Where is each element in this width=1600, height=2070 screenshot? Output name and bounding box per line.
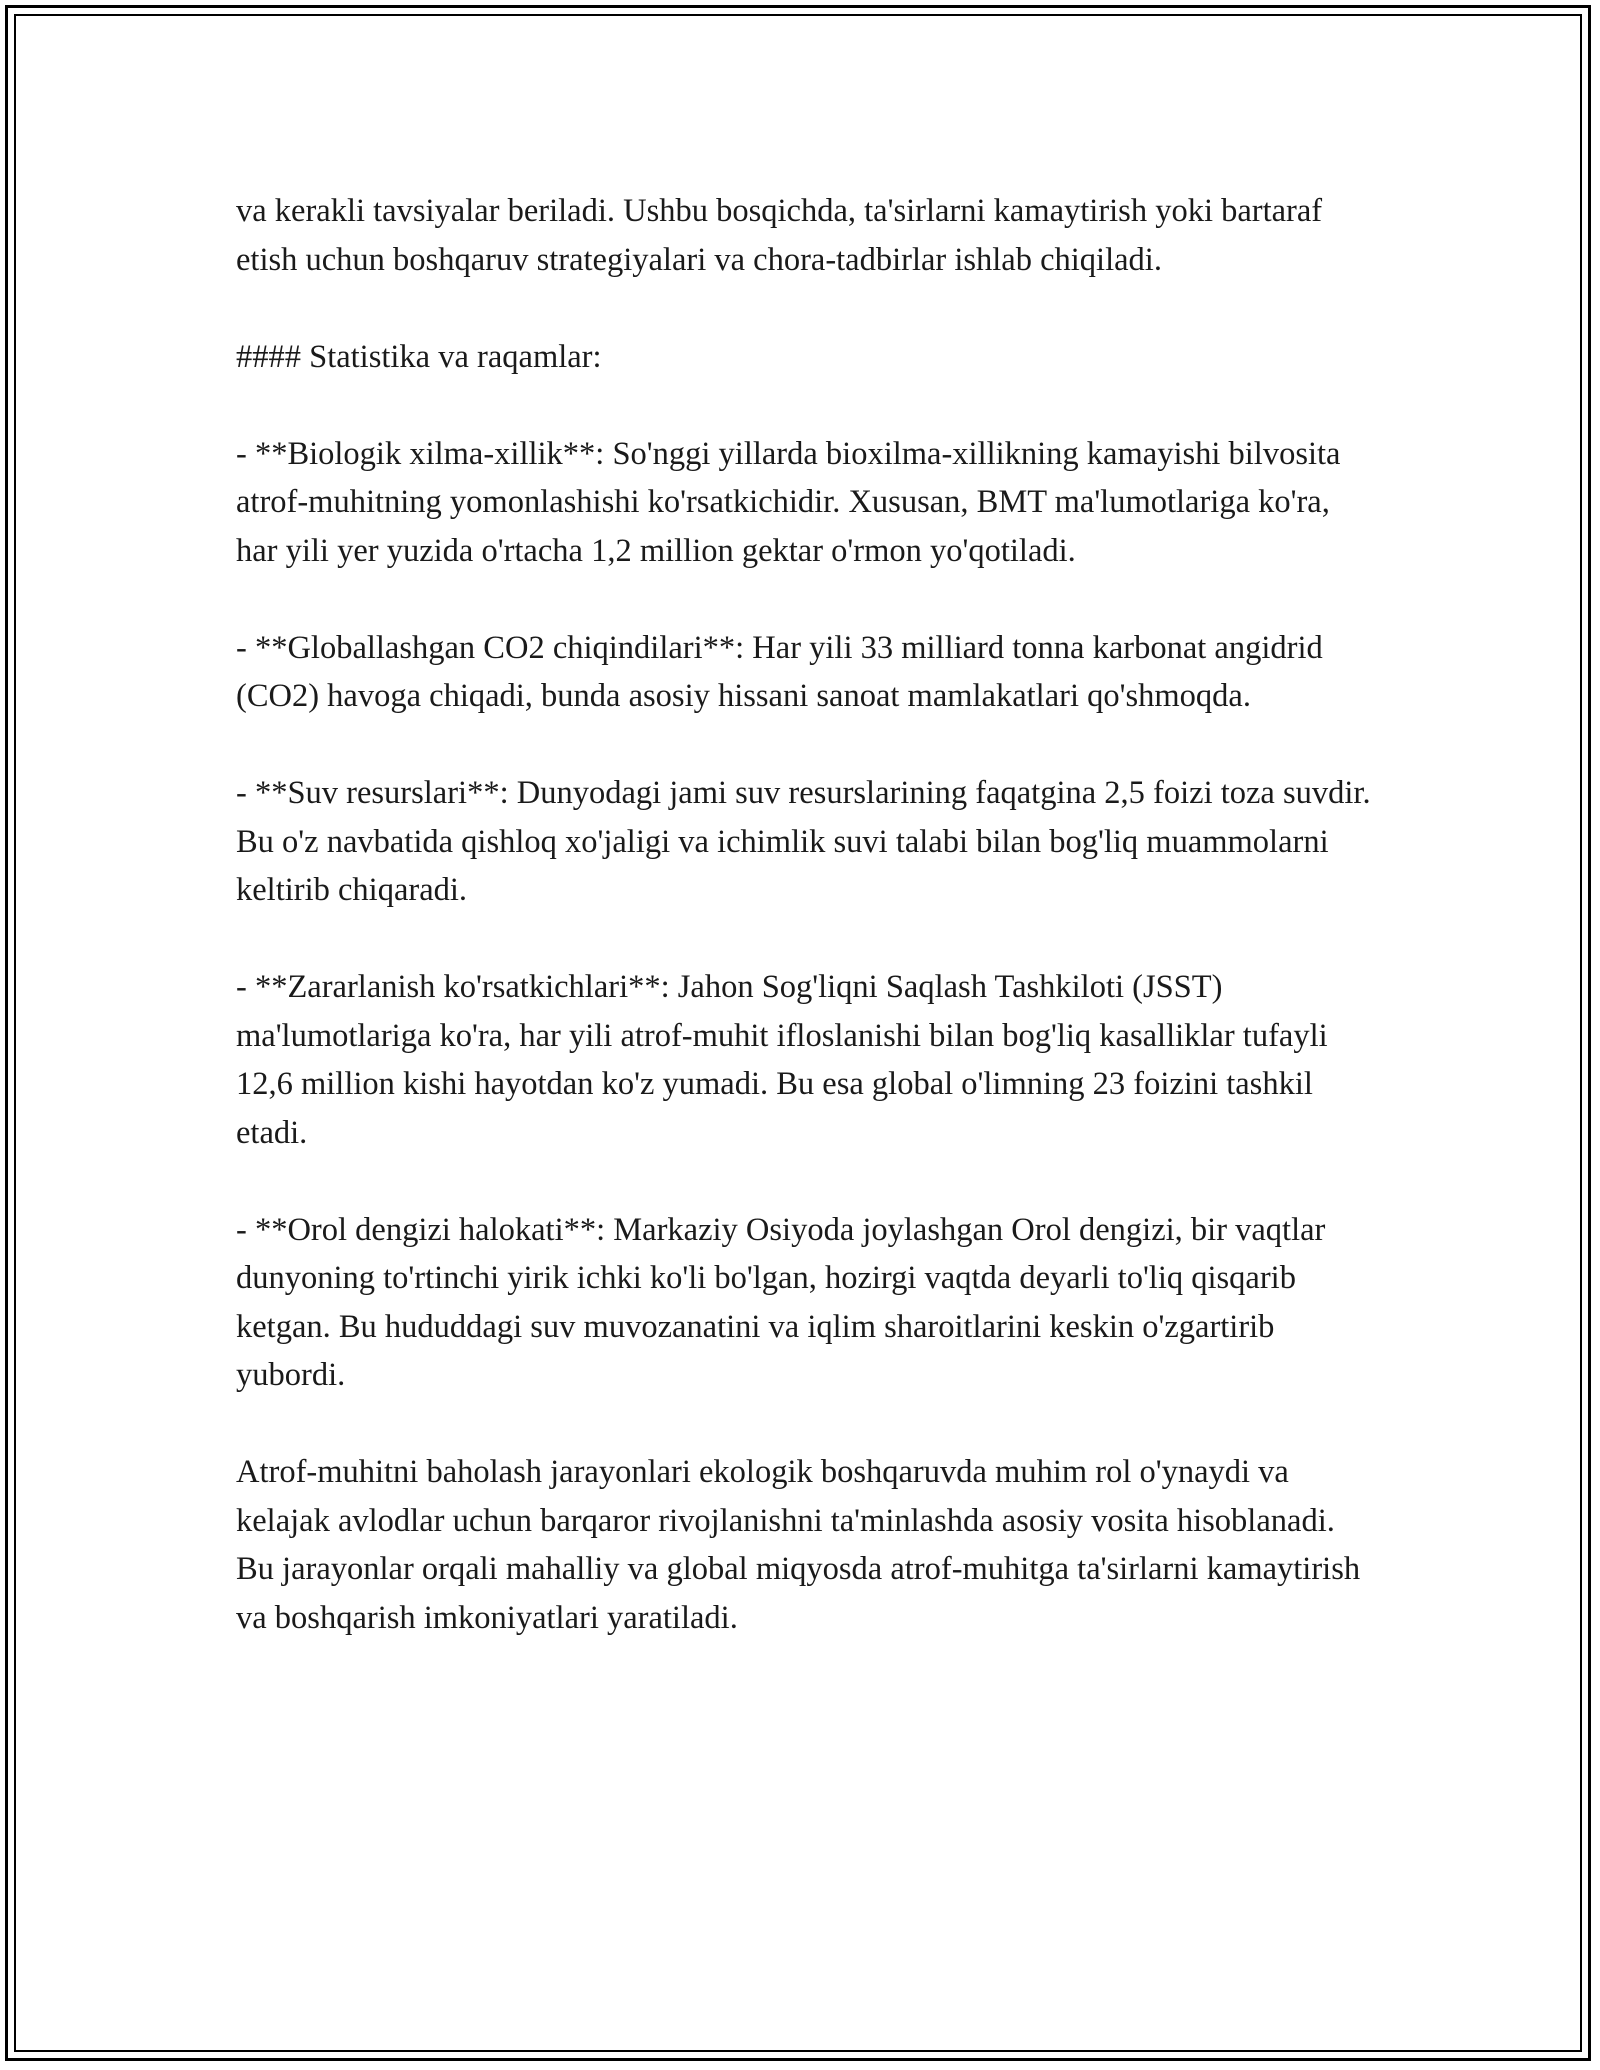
section-heading-statistics: #### Statistika va raqamlar: bbox=[236, 338, 602, 375]
paragraph-intro-continuation: va kerakli tavsiyalar beriladi. Ushbu bosqichda, ta'sirlarni kamaytirish yoki bartaraf etish uchun boshqaruv strategiyalari va chora-tadbirlar ishlab chiqiladi. bbox=[236, 193, 1323, 278]
list-item-water-resources: - **Suv resurslari**: Dunyodagi jami suv resurslarining faqatgina 2,5 foizi toza suvdir. Bu o'z navbatida qishloq xo'jaligi va ichimlik suvi talabi bilan bog'liq muammolarni keltirib chiqaradi. bbox=[236, 775, 1371, 908]
list-item-co2-emissions: - **Globallashgan CO2 chiqindilari**: Har yili 33 milliard tonna karbonat angidrid (CO2) havoga chiqadi, bunda asosiy hissani sanoat mamlakatlari qo'shmoqda. bbox=[236, 629, 1323, 714]
document-body bbox=[236, 187, 1376, 1691]
list-item-aral-sea: - **Orol dengizi halokati**: Markaziy Osiyoda joylashgan Orol dengizi, bir vaqtlar dunyoning to'rtinchi yirik ichki ko'li bo'lgan, hozirgi vaqtda deyarli to'liq qisqarib ketgan. Bu hududdagi suv muvozanatini va iqlim sharoitlarini keskin o'zgartirib yubordi. bbox=[236, 1211, 1326, 1393]
paragraph-conclusion: Atrof-muhitni baholash jarayonlari ekologik boshqaruvda muhim rol o'ynaydi va kelajak avlodlar uchun barqaror rivojlanishni ta'minlashda asosiy vosita hisoblanadi. Bu jarayonlar orqali mahalliy va global miqyosda atrof-muhitga ta'sirlarni kamaytirish va boshqarish imkoniyatlari yaratiladi. bbox=[236, 1454, 1361, 1636]
list-item-biodiversity: - **Biologik xilma-xillik**: So'nggi yillarda bioxilma-xillikning kamayishi bilvosita atrof-muhitning yomonlashishi ko'rsatkichidir. Xususan, BMT ma'lumotlariga ko'ra, har yili yer yuzida o'rtacha 1,2 million gektar o'rmon yo'qotiladi. bbox=[236, 435, 1341, 569]
list-item-damage-indicators: - **Zararlanish ko'rsatkichlari**: Jahon Sog'liqni Saqlash Tashkiloti (JSST) ma'lumotlariga ko'ra, har yili atrof-muhit ifloslanishi bilan bog'liq kasalliklar tufayli 12,6 million kishi hayotdan ko'z yumadi. Bu esa global o'limning 23 foizini tashkil etadi. bbox=[236, 969, 1328, 1151]
